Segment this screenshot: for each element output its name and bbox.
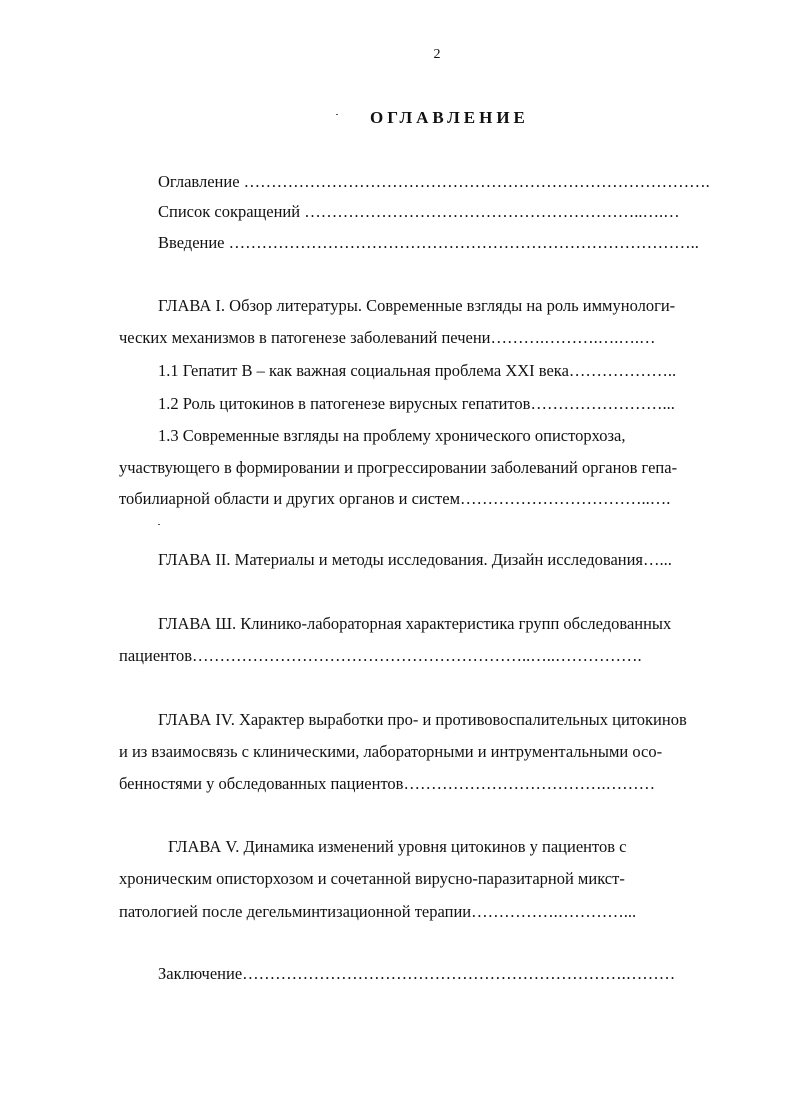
toc-entry-abbreviations: Список сокращений ……………………………………………………..….… xyxy=(158,202,680,221)
toc-chapter-1-line: ческих механизмов в патогенезе заболеваний печени……….……….….….… xyxy=(119,328,656,347)
toc-chapter-2: ГЛАВА II. Материалы и методы исследования. Дизайн исследования…... xyxy=(158,550,672,569)
toc-heading: ОГЛАВЛЕНИЕ xyxy=(370,108,529,127)
scan-speck xyxy=(336,114,338,115)
toc-chapter-5-line: хроническим описторхозом и сочетанной вирусно-паразитарной микст- xyxy=(119,869,625,888)
toc-section-1-1: 1.1 Гепатит В – как важная социальная проблема XXI века……………….. xyxy=(158,361,677,380)
toc-entry-introduction: Введение ………………………………………………………………………….. xyxy=(158,233,699,252)
toc-chapter-3-line: пациентов……………………………………………………..…..……………. xyxy=(119,646,642,665)
toc-chapter-4-line: и из взаимосвязь с клиническими, лабораторными и интрументальными осо- xyxy=(119,742,663,761)
toc-chapter-4-line: ГЛАВА IV. Характер выработки про- и противовоспалительных цитокинов xyxy=(158,710,687,729)
toc-entry-conclusion: Заключение…………………………………………………………….……… xyxy=(158,964,676,983)
toc-section-1-3-line: тобилиарной области и других органов и систем……………………………..…. xyxy=(119,489,671,508)
toc-chapter-5-line: патологией после дегельминтизационной терапии…………….…………... xyxy=(119,902,637,921)
toc-chapter-5-line: ГЛАВА V. Динамика изменений уровня цитокинов у пациентов с xyxy=(168,837,627,856)
scan-speck xyxy=(158,524,160,525)
toc-entry-contents: Оглавление …………………………………………………………………………. xyxy=(158,172,710,191)
toc-section-1-2: 1.2 Роль цитокинов в патогенезе вирусных гепатитов……………………... xyxy=(158,394,675,413)
toc-chapter-4-line: бенностями у обследованных пациентов……………………………….……… xyxy=(119,774,656,793)
toc-chapter-1-line: ГЛАВА I. Обзор литературы. Современные взгляды на роль иммунологи- xyxy=(158,296,676,315)
page-number: 2 xyxy=(433,47,441,62)
toc-section-1-3-line: 1.3 Современные взгляды на проблему хронического описторхоза, xyxy=(158,426,626,445)
toc-chapter-3-line: ГЛАВА Ш. Клинико-лабораторная характеристика групп обследованных xyxy=(158,614,672,633)
toc-section-1-3-line: участвующего в формировании и прогрессировании заболеваний органов гепа- xyxy=(119,458,678,477)
